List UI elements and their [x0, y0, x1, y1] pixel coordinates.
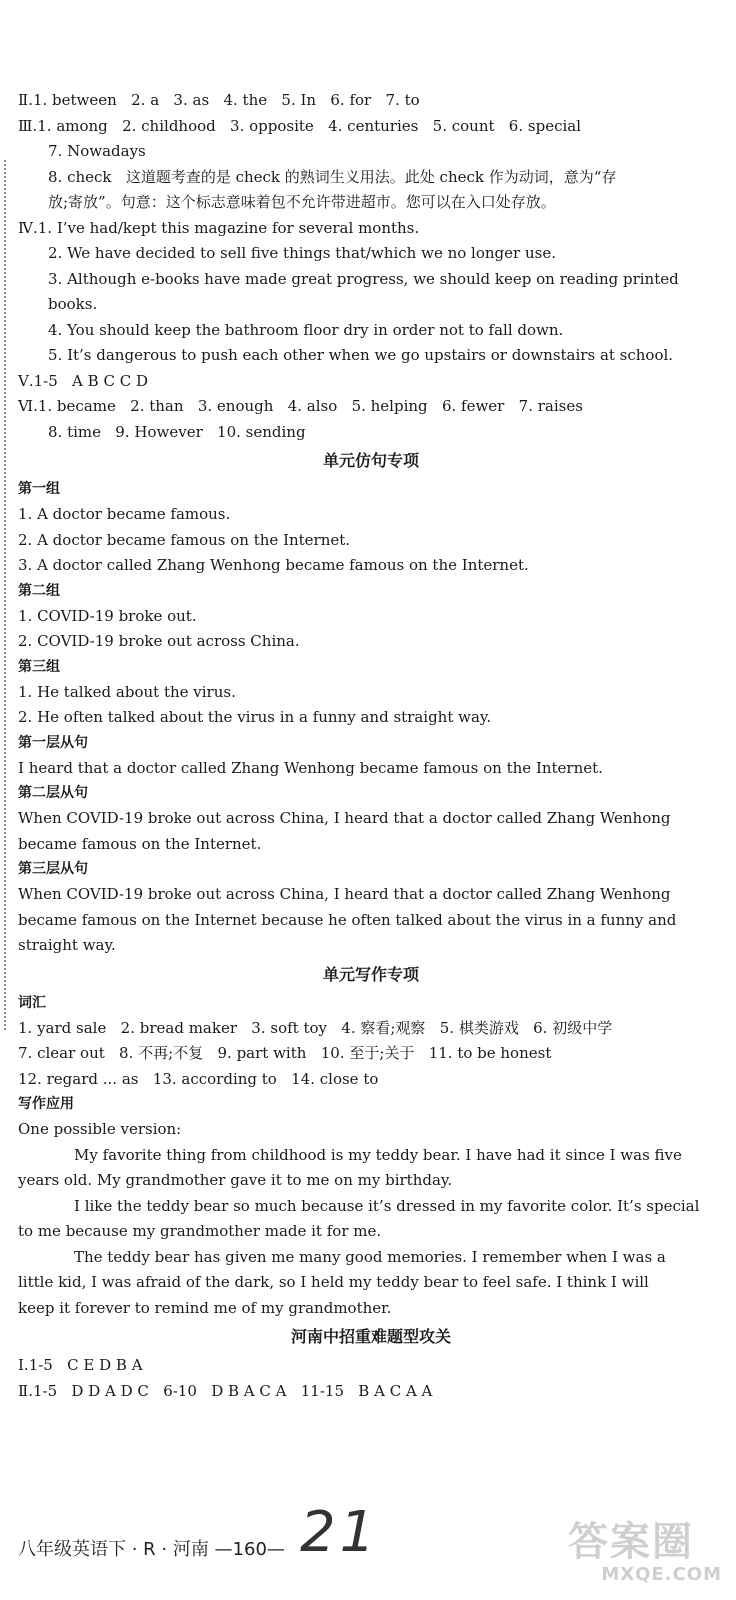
- answer-line: Ⅲ.1. among 2. childhood 3. opposite 4. centuries 5. count 6. special: [18, 116, 582, 135]
- answer-line: 7. Nowadays: [48, 142, 146, 160]
- answer-line: 放;寄放”。句意：这个标志意味着包不允许带进超市。您可以在入口处存放。: [48, 193, 556, 211]
- answer-line: Ⅱ.1. between 2. a 3. as 4. the 5. In 6. for 7. to: [18, 91, 420, 109]
- answer-line: 3. Although e-books have made great progress, we should keep on reading printed: [48, 269, 679, 288]
- answer-line: 8. check 这道题考查的是 check 的熟词生义用法。此处 check 作为动词，意为“存: [48, 167, 617, 186]
- group-label: 第一组: [18, 481, 60, 497]
- sentence-line: straight way.: [18, 936, 116, 954]
- sentence-line: 2. A doctor became famous on the Internet.: [18, 530, 351, 549]
- vocab-line: 1. yard sale 2. bread maker 3. soft toy 4. 察看;观察 5. 棋类游戏 6. 初级中学: [18, 1018, 613, 1037]
- section-title-henan: 河南中招重难题型攻关: [290, 1327, 451, 1346]
- group-label: 第三组: [18, 658, 60, 675]
- sentence-line: 2. He often talked about the virus in a funny and straight way.: [18, 708, 492, 726]
- essay-line: I like the teddy bear so much because it’s dressed in my favorite color. It’s special: [74, 1196, 700, 1215]
- page-footer: 八年级英语下 · R · 河南 —160—: [18, 1539, 285, 1560]
- section-title-writing: 单元写作专项: [322, 964, 419, 984]
- answer-line: Ⅴ.1-5 A B C C D: [18, 371, 148, 390]
- watermark-url: MXQE.COM: [601, 1564, 722, 1585]
- layer-label: 第一层从句: [18, 734, 88, 751]
- essay-line: keep it forever to remind me of my grandmother.: [18, 1298, 392, 1317]
- answer-line: books.: [48, 295, 98, 313]
- sentence-line: 3. A doctor called Zhang Wenhong became famous on the Internet.: [18, 556, 529, 574]
- vocab-line: 12. regard ... as 13. according to 14. close to: [18, 1069, 379, 1088]
- vocab-line: 7. clear out 8. 不再;不复 9. part with 10. 至于;关于 11. to be honest: [18, 1044, 552, 1062]
- sentence-line: became famous on the Internet because he often talked about the virus in a funny and: [18, 910, 677, 929]
- watermark-text: 答案圈: [568, 1519, 694, 1565]
- answer-line: Ⅳ.1. I’ve had/kept this magazine for several months.: [18, 218, 420, 237]
- answer-line: 5. It’s dangerous to push each other when we go upstairs or downstairs at school.: [48, 346, 674, 364]
- sentence-line: 1. COVID-19 broke out.: [18, 606, 197, 625]
- group-label: 第二组: [18, 582, 60, 599]
- essay-line: years old. My grandmother gave it to me on my birthday.: [18, 1171, 453, 1189]
- section-title-imitation: 单元仿句专项: [322, 451, 419, 470]
- answer-line: Ⅰ.1-5 C E D B A: [18, 1356, 143, 1374]
- application-label: 写作应用: [18, 1096, 74, 1112]
- watermark-logo: [568, 1520, 728, 1595]
- binding-dotted-line: [4, 160, 6, 1030]
- sentence-line: 2. COVID-19 broke out across China.: [18, 632, 300, 650]
- sentence-line: 1. He talked about the virus.: [18, 682, 236, 701]
- essay-line: to me because my grandmother made it for me.: [18, 1222, 382, 1240]
- sentence-line: When COVID-19 broke out across China, I heard that a doctor called Zhang Wenhong: [18, 885, 671, 903]
- layer-label: 第二层从句: [18, 785, 88, 801]
- sentence-line: I heard that a doctor called Zhang Wenhong became famous on the Internet.: [18, 758, 603, 777]
- answer-content: [18, 88, 724, 1404]
- answer-line: Ⅱ.1-5 D D A D C 6-10 D B A C A 11-15 B A C A A: [18, 1381, 433, 1400]
- vocab-label: 词汇: [18, 994, 46, 1011]
- layer-label: 第三层从句: [18, 861, 88, 877]
- handwritten-page-number: 21: [300, 1500, 380, 1565]
- sentence-line: became famous on the Internet.: [18, 834, 262, 853]
- answer-line: 8. time 9. However 10. sending: [48, 422, 306, 441]
- answer-line: 4. You should keep the bathroom floor dry in order not to fall down.: [48, 320, 564, 339]
- answer-line: Ⅵ.1. became 2. than 3. enough 4. also 5. helping 6. fewer 7. raises: [18, 397, 583, 415]
- answer-line: 2. We have decided to sell five things that/which we no longer use.: [48, 244, 556, 262]
- sentence-line: When COVID-19 broke out across China, I heard that a doctor called Zhang Wenhong: [18, 809, 671, 827]
- sentence-line: 1. A doctor became famous.: [18, 505, 231, 523]
- essay-line: My favorite thing from childhood is my teddy bear. I have had it since I was five: [74, 1145, 682, 1164]
- essay-line: little kid, I was afraid of the dark, so I held my teddy bear to feel safe. I think I will: [18, 1273, 649, 1291]
- essay-intro: One possible version:: [18, 1120, 182, 1138]
- essay-line: The teddy bear has given me many good memories. I remember when I was a: [74, 1247, 666, 1266]
